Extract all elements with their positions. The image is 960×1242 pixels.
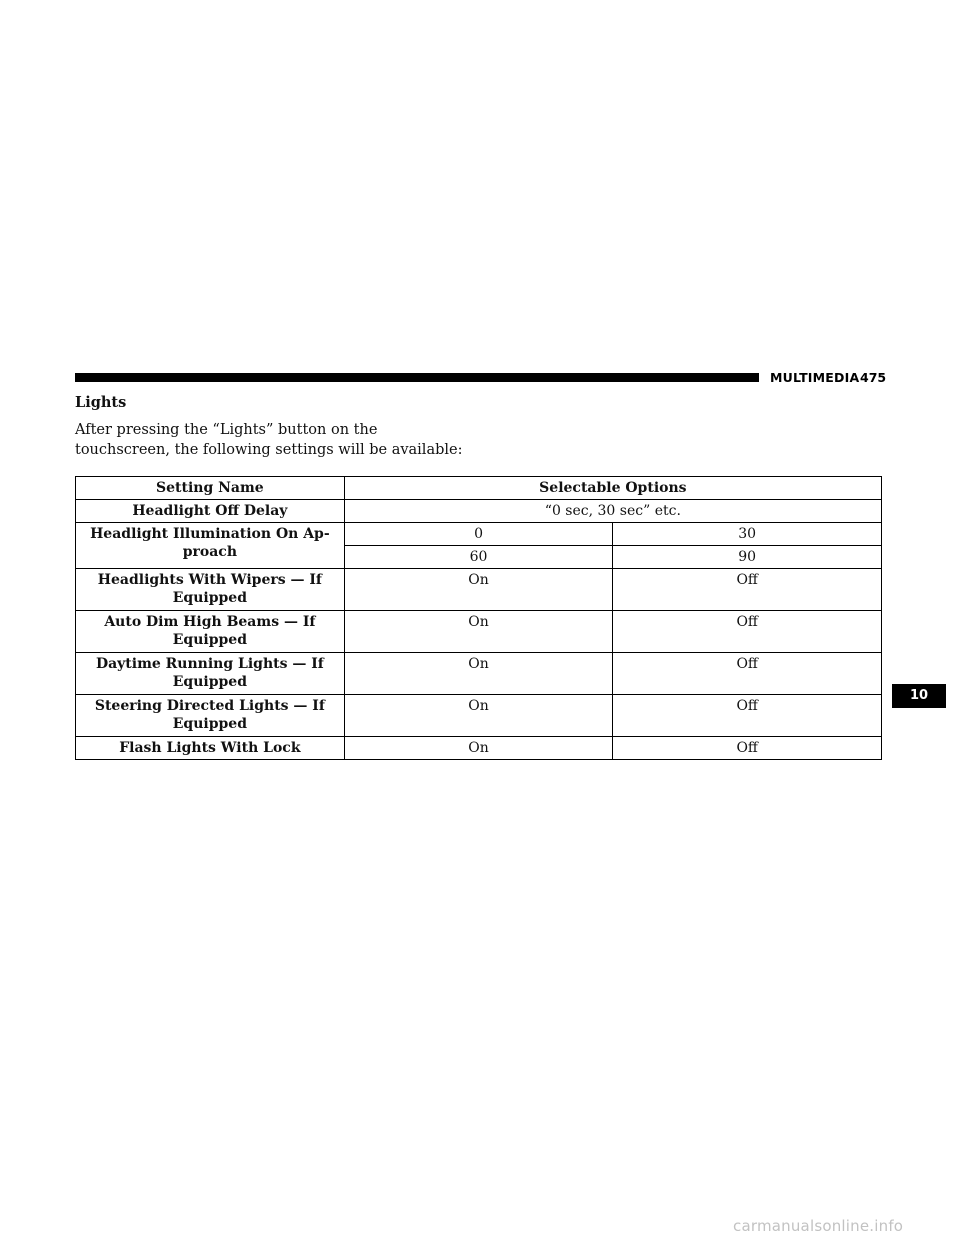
table-header-row bbox=[76, 477, 882, 500]
setting-option: Off bbox=[613, 737, 882, 760]
column-header-setting-name: Setting Name bbox=[76, 477, 345, 500]
page-number: 475 bbox=[860, 370, 887, 385]
setting-option: “0 sec, 30 sec” etc. bbox=[344, 500, 881, 523]
setting-name: Headlight Illumination On Ap- proach bbox=[76, 523, 345, 569]
table-row bbox=[76, 653, 882, 695]
header-rule bbox=[75, 373, 759, 382]
setting-name: Auto Dim High Beams — If Equipped bbox=[76, 611, 345, 653]
setting-option: Off bbox=[613, 653, 882, 695]
setting-name: Daytime Running Lights — If Equipped bbox=[76, 653, 345, 695]
setting-option: On bbox=[344, 695, 613, 737]
setting-name: Flash Lights With Lock bbox=[76, 737, 345, 760]
setting-option: On bbox=[344, 737, 613, 760]
table-row bbox=[76, 523, 882, 546]
table-row bbox=[76, 500, 882, 523]
watermark-text: carmanualsonline.info bbox=[733, 1217, 904, 1235]
setting-option: 60 bbox=[344, 546, 613, 569]
setting-name: Headlight Off Delay bbox=[76, 500, 345, 523]
section-title: Lights bbox=[75, 394, 127, 411]
table-row bbox=[76, 611, 882, 653]
setting-option: 90 bbox=[613, 546, 882, 569]
setting-option: Off bbox=[613, 695, 882, 737]
setting-option: On bbox=[344, 569, 613, 611]
setting-option: 0 bbox=[344, 523, 613, 546]
setting-option: Off bbox=[613, 569, 882, 611]
settings-table bbox=[75, 476, 882, 760]
chapter-tab: 10 bbox=[892, 684, 946, 708]
header-section-title: MULTIMEDIA bbox=[770, 370, 860, 385]
setting-option: On bbox=[344, 653, 613, 695]
intro-paragraph: After pressing the “Lights” button on the touchscreen, the following settings will be available: bbox=[75, 422, 463, 458]
setting-option: On bbox=[344, 611, 613, 653]
setting-option: 30 bbox=[613, 523, 882, 546]
column-header-selectable-options: Selectable Options bbox=[344, 477, 881, 500]
table-row bbox=[76, 737, 882, 760]
setting-name: Steering Directed Lights — If Equipped bbox=[76, 695, 345, 737]
table-row bbox=[76, 695, 882, 737]
setting-option: Off bbox=[613, 611, 882, 653]
setting-name: Headlights With Wipers — If Equipped bbox=[76, 569, 345, 611]
table-row bbox=[76, 569, 882, 611]
